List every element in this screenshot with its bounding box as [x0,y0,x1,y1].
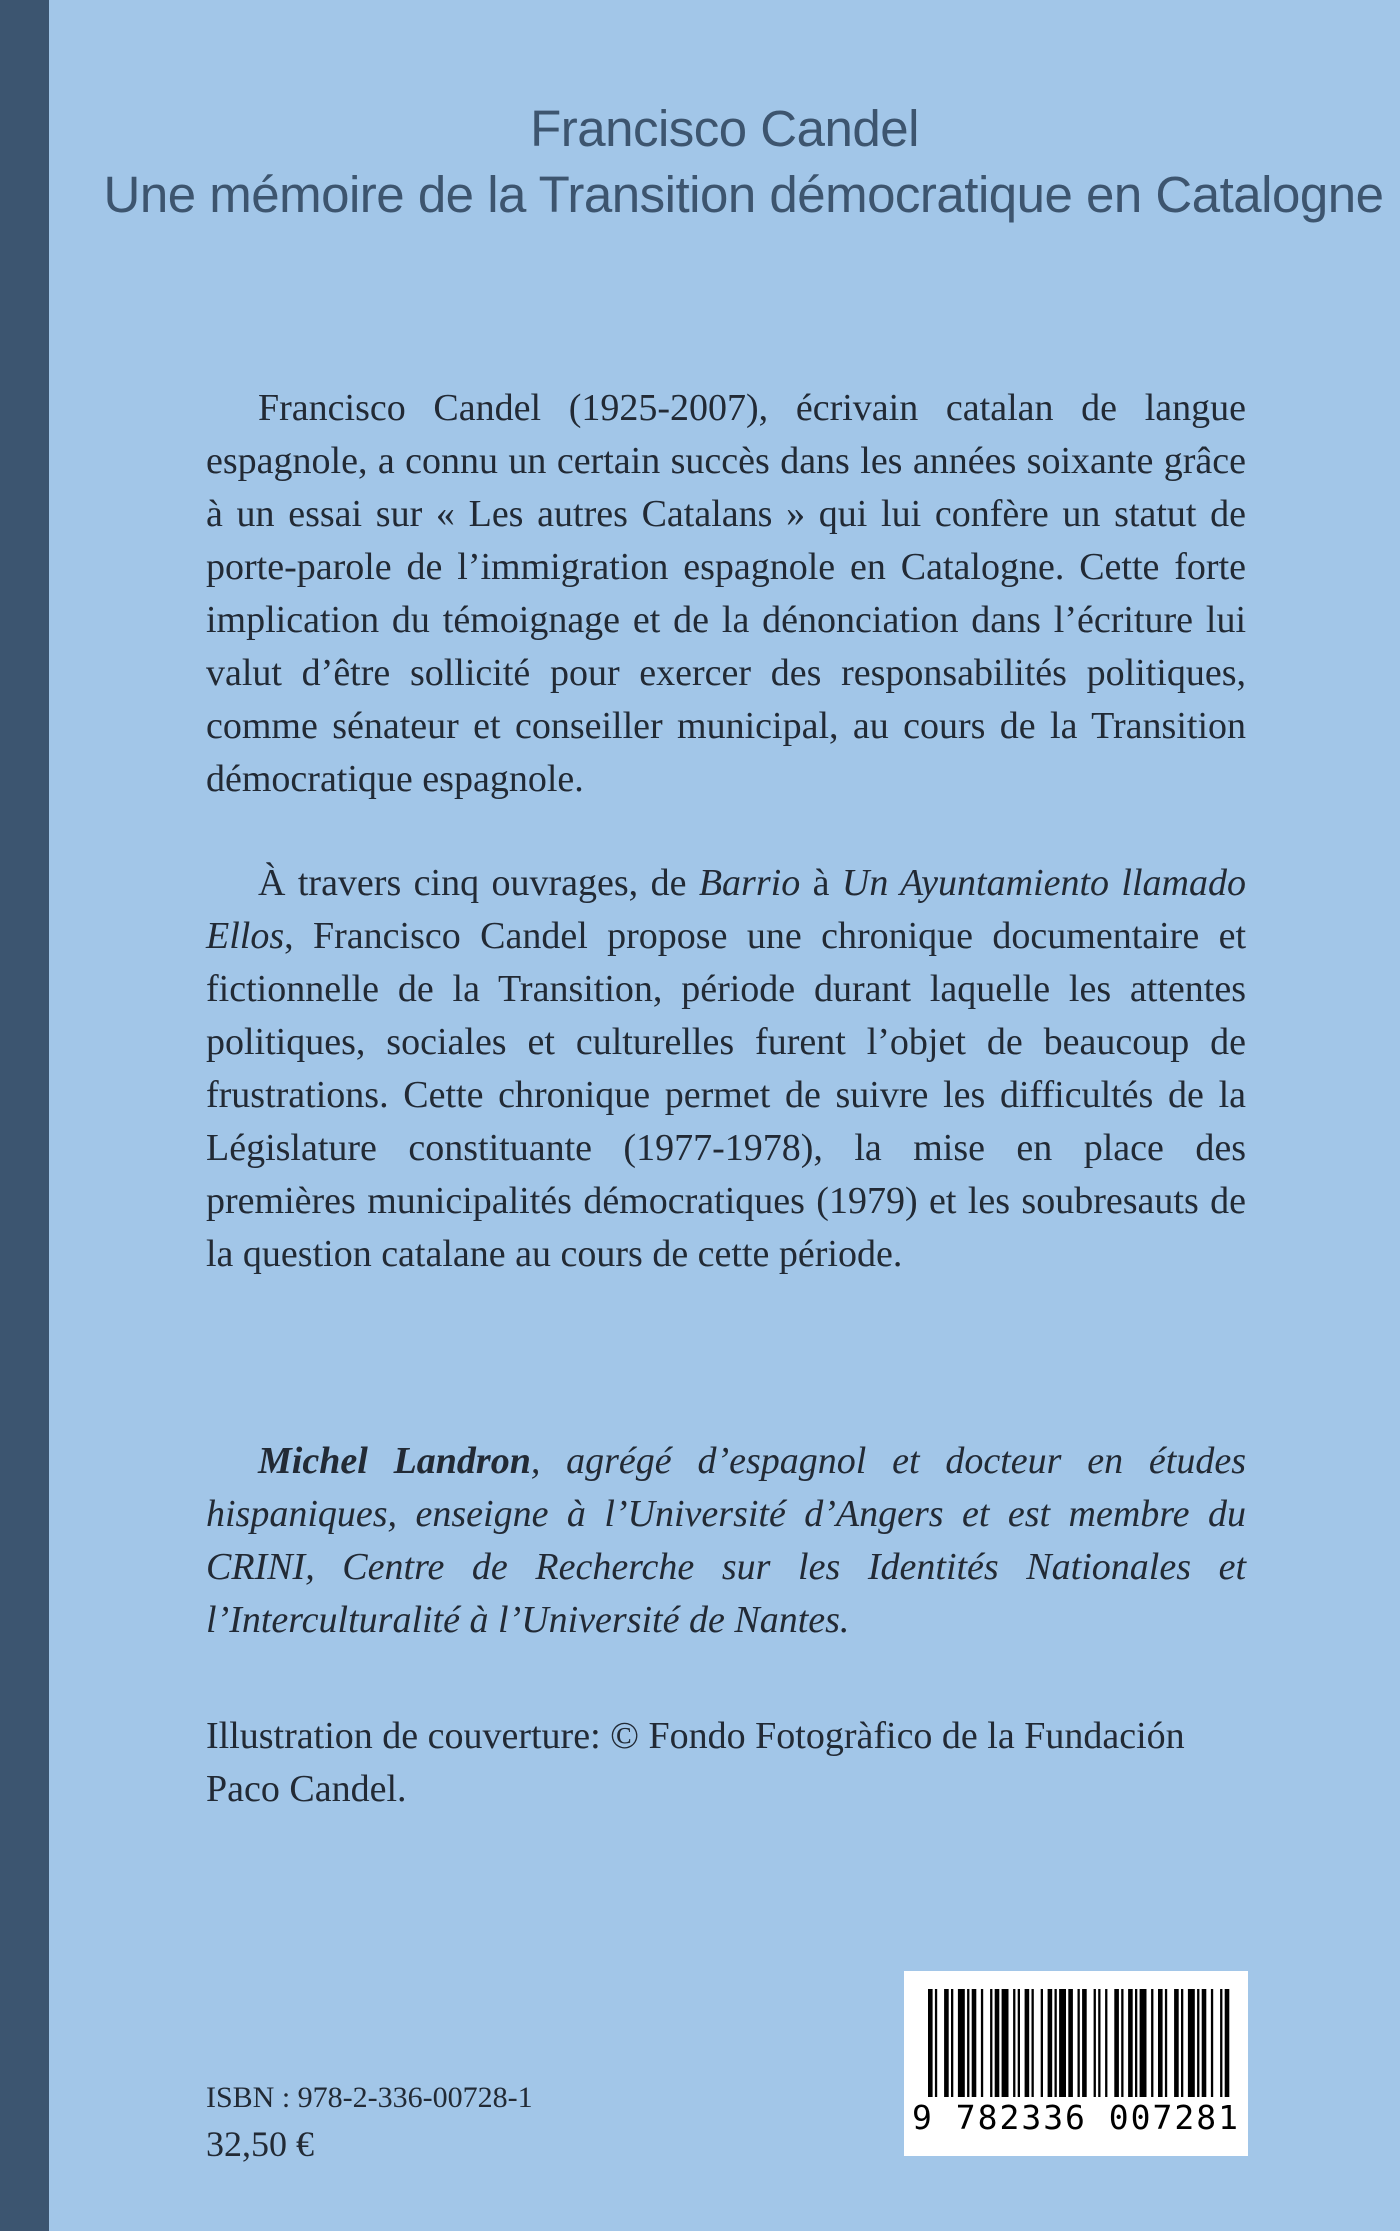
barcode-bar [944,1989,949,2097]
work-title-barrio: Barrio [698,862,801,904]
barcode-bar [1059,1989,1066,2097]
barcode-bar [951,1989,953,2097]
barcode-digits: 9 782336 007281 [911,2098,1240,2137]
author-bio-text: , agrégé d’espagnol et docteur en études hispaniques, enseigne à l’Université d’Angers et est membre du CRINI, Centre de Recherche sur les Identités Nationales et l’Interculturalité à l’Université de Nantes. [206,1440,1246,1641]
barcode-bar [928,1989,933,2097]
barcode-bar [1140,1989,1147,2097]
barcode-bar [1032,1989,1034,2097]
para2-text-2: à [800,862,842,904]
barcode-bar [1068,1989,1073,2097]
title-subtitle: Une mémoire de la Transition démocratique en Catalogne [103,166,1384,223]
barcode-bar [1174,1989,1179,2097]
barcode-bar [1121,1989,1123,2097]
barcode-bar [1098,1989,1100,2097]
barcode-bar [981,1989,983,2097]
barcode-bar [1135,1989,1137,2097]
barcode [904,1971,1248,2156]
cover-credit: Illustration de couverture: © Fondo Fotogràfico de la Fundación Paco Candel. [206,1715,1185,1810]
barcode-bar [1181,1989,1183,2097]
book-title [49,96,1400,228]
barcode-bar [1211,1989,1213,2097]
barcode-bar [1078,1989,1080,2097]
barcode-bar [1041,1989,1043,2097]
barcode-bar [1165,1989,1167,2097]
summary-paragraph-1: Francisco Candel (1925-2007), écrivain catalan de langue espagnole, a connu un certain succès dans les années soixante grâce à un essai sur « Les autres Catalans » qui lui confère un statut de porte-parole de l’immigration espagnole en Catalogne. Cette forte implication du témoignage et de la dénonciation dans l’écriture lui valut d’être sollicité pour exercer des responsabilités politiques, comme sénateur et conseiller municipal, au cours de la Transition démocratique espagnole. [206,387,1246,800]
barcode-bar [1082,1989,1087,2097]
barcode-bar [1105,1989,1107,2097]
para2-text-1: À travers cinq ouvrages, de [258,862,699,904]
barcode-bar [990,1989,992,2097]
barcode-bar [1025,1989,1030,2097]
barcode-bar [1197,1989,1199,2097]
isbn: ISBN : 978-2-336-00728-1 [206,2081,533,2114]
barcode-bar [1225,1989,1230,2097]
barcode-bar [1018,1989,1020,2097]
barcode-bar [1158,1989,1163,2097]
barcode-bar [958,1989,965,2097]
barcode-bar [1055,1989,1057,2097]
summary-paragraph-2 [206,857,1246,1281]
barcode-bar [1151,1989,1153,2097]
title-author: Francisco Candel [530,100,919,157]
barcode-bar [1128,1989,1133,2097]
barcode-bar [1002,1989,1009,2097]
barcode-bar [1220,1989,1222,2097]
barcode-bar [995,1989,1000,2097]
para2-text-3: , Francisco Candel propose une chronique documentaire et fictionnelle de la Transition, période durant laquelle les attentes politiques, sociales et culturelles furent l’objet de beaucoup de frustrations. Cette chronique permet de suivre les difficultés de la Législature constituante (1977-1978), la mise en place des premières municipalités démocratiques (1979) et les soubresauts de la question catalane au cours de cette période. [206,915,1246,1275]
barcode-bar [1188,1989,1195,2097]
work-title-ayuntamiento: Un Ayuntamiento llamado Ellos [206,862,1246,957]
barcode-bar [1202,1989,1207,2097]
barcode-bar [935,1989,937,2097]
author-name: Michel Landron [258,1440,531,1482]
barcode-bar [967,1989,969,2097]
barcode-bar [1094,1989,1096,2097]
barcode-bar [1114,1989,1119,2097]
author-bio [206,1435,1246,1647]
book-spine [0,0,49,2231]
barcode-bar [1048,1989,1053,2097]
price: 32,50 € [206,2124,314,2164]
barcode-bar [1013,1989,1015,2097]
barcode-bar [972,1989,977,2097]
barcode-bars [904,1971,1248,2101]
